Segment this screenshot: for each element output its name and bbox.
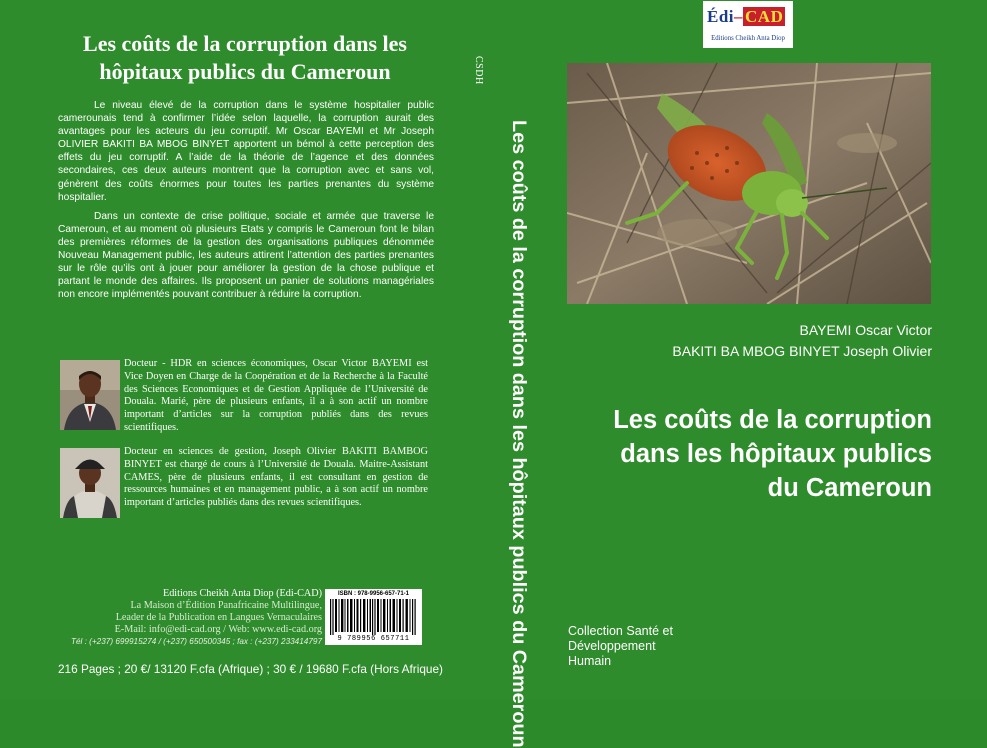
grasshopper-photo <box>567 63 931 304</box>
publisher-info <box>55 588 322 648</box>
logo-edi: Édi <box>707 7 735 26</box>
logo-mark: Édi– CAD <box>707 7 784 26</box>
price-line: 216 Pages ; 20 €/ 13120 F.cfa (Afrique) ; 30 € / 19680 F.cfa (Hors Afrique) <box>58 662 443 676</box>
author-name: BAYEMI Oscar Victor <box>799 322 932 338</box>
logo-cad: CAD <box>745 7 784 26</box>
back-cover-title: Les coûts de la corruption dans les hôpitaux publics du Cameroun <box>83 31 407 84</box>
publisher-tagline: La Maison d’Édition Panafricaine Multilingue, <box>130 600 322 611</box>
front-cover-title <box>560 403 932 505</box>
publisher-name: Editions Cheikh Anta Diop (Edi-CAD) <box>162 588 322 599</box>
blurb-paragraph: Dans un contexte de crise politique, sociale et armée que traverse le Cameroun, et au moment où plusieurs Etats y compris le Cameroun font le bilan des premières réformes de la gestion des organisations publiques dénommée Nouveau Management public, les auteurs attirent l’attention des parties prenantes sur le rôle qu’ils ont à jouer pour améliorer la gestion de la chose publique et partant le monde des affaires. Ils proposent un panier de solutions managériales non encore implémentés pouvant contribuer à réduire la corruption. <box>58 210 434 301</box>
publisher-phones: Tél : (+237) 699915274 / (+237) 650500345 ; fax : (+237) 233414797 <box>70 637 322 646</box>
collection-line: Développement <box>568 639 656 653</box>
isbn-label: ISBN : 978-9956-657-71-1 <box>337 591 410 597</box>
spine-title: Les coûts de la corruption dans les hôpitaux publics du Cameroun <box>508 120 530 748</box>
author-bio: Docteur - HDR en sciences économiques, Oscar Victor BAYEMI est Vice Doyen en Charge de la Coopération et de la Recherche à la Faculté des Sciences Economiques et de Gestion Appliquée de l’Université de Douala. Marié, père de plusieurs enfants, il a à son actif un nombre important d’articles sur la corruption publiés dans des revues scientifiques. <box>124 358 428 433</box>
publisher-logo <box>703 1 793 48</box>
spine-code: CSDH <box>473 56 484 85</box>
author-bio: Docteur en sciences de gestion, Joseph Olivier BAKITI BAMBOG BINYET est chargé de cours à l’Université de Douala. Maitre-Assistant CAMES, père de plusieurs enfants, il est consultant en gestion de ressources humaines et en management public, a à son actif un nombre important d’articles publiés dans des revues scientifiques. <box>124 446 428 509</box>
collection-line: Collection Santé et <box>568 624 673 638</box>
back-cover-blurb <box>58 99 434 307</box>
isbn-digits: 9 789956 657711 <box>337 635 410 643</box>
logo-subtitle: Editions Cheikh Anta Diop <box>711 35 785 42</box>
barcode-graphic <box>330 599 417 635</box>
title-line: Les coûts de la corruption <box>613 406 932 434</box>
author-photo <box>60 448 120 518</box>
author-photo <box>60 360 120 430</box>
front-authors <box>560 320 932 362</box>
collection-line: Humain <box>568 654 612 668</box>
title-line: dans les hôpitaux publics <box>620 440 932 468</box>
publisher-tagline: Leader de la Publication en Langues Vernaculaires <box>115 612 322 623</box>
title-line: du Cameroun <box>767 474 932 502</box>
author-name: BAKITI BA MBOG BINYET Joseph Olivier <box>672 343 932 359</box>
collection-label <box>568 624 718 669</box>
isbn-barcode <box>325 589 422 645</box>
blurb-paragraph: Le niveau élevé de la corruption dans le système hospitalier public camerounais tend à confirmer l’idée selon laquelle, la corruption aurait des avantages pour les acteurs du jeu corruptif. Mr Oscar BAYEMI et Mr Joseph OLIVIER BAKITI BA MBOG BINYET apportent un bémol à cette perception des effets du jeu corruptif. A l’aide de la théorie de l’agence et des données secondaires, ces deux auteurs montrent que la corruption avec et sans vol, génèrent des coûts énormes pour toutes les parties prenantes du système hospitalier. <box>58 100 434 203</box>
publisher-contact: E-Mail: info@edi-cad.org / Web: www.edi-cad.org <box>114 624 322 635</box>
